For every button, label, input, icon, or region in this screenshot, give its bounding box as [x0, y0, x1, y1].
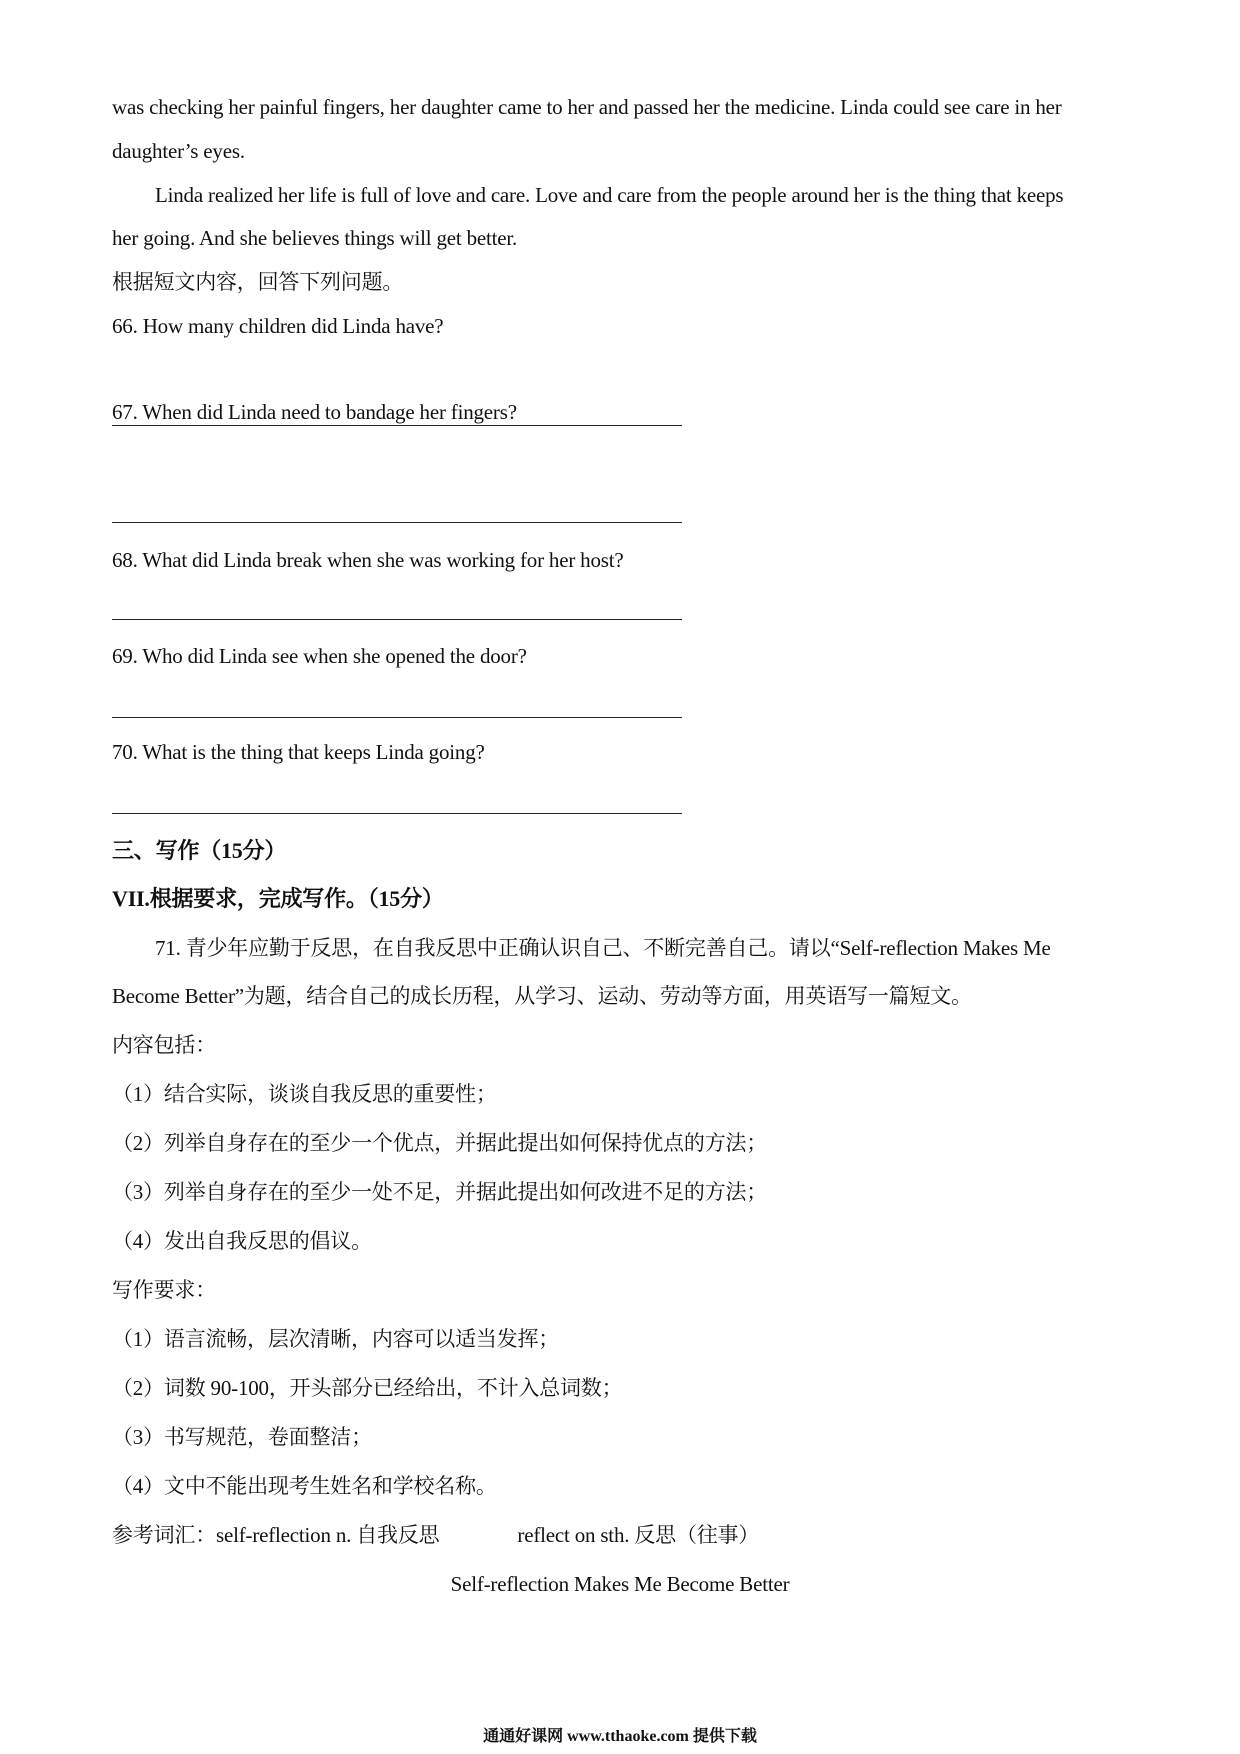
prompt-line: 71. 青少年应勤于反思，在自我反思中正确认识自己、不断完善自己。请以“Self-reflection Makes Me: [155, 936, 1051, 960]
answer-line-67[interactable]: [112, 522, 682, 523]
question-67: 67. When did Linda need to bandage her fingers?: [112, 400, 517, 424]
question-69: 69. Who did Linda see when she opened the door?: [112, 644, 527, 668]
question-66: 66. How many children did Linda have?: [112, 314, 444, 338]
requirement-item: （4）文中不能出现考生姓名和学校名称。: [112, 1474, 497, 1498]
section-subtitle: VII.根据要求，完成写作。（15分）: [112, 886, 444, 911]
question-70: 70. What is the thing that keeps Linda going?: [112, 740, 485, 764]
content-item: （3）列举自身存在的至少一处不足，并据此提出如何改进不足的方法；: [112, 1180, 768, 1204]
vocab-label: 参考词汇：: [112, 1523, 216, 1547]
content-item: （2）列举自身存在的至少一个优点，并据此提出如何保持优点的方法；: [112, 1131, 768, 1155]
content-item: （1）结合实际，谈谈自我反思的重要性；: [112, 1082, 497, 1106]
answer-line-69[interactable]: [112, 717, 682, 718]
requirements-label: 写作要求：: [112, 1278, 216, 1302]
prompt-line: Become Better”为题，结合自己的成长历程，从学习、运动、劳动等方面，用英语写一篇短文。: [112, 984, 972, 1008]
requirement-item: （3）书写规范，卷面整洁；: [112, 1425, 372, 1449]
requirement-item: （1）语言流畅，层次清晰，内容可以适当发挥；: [112, 1327, 560, 1351]
question-68: 68. What did Linda break when she was working for her host?: [112, 548, 624, 572]
answer-line-68[interactable]: [112, 619, 682, 620]
content-item: （4）发出自我反思的倡议。: [112, 1229, 372, 1253]
passage-line: was checking her painful fingers, her daughter came to her and passed her the medicine. Linda could see care in her: [112, 95, 1062, 119]
vocab-term: reflect on sth. 反思（往事）: [517, 1523, 760, 1547]
content-label: 内容包括：: [112, 1033, 216, 1057]
passage-line: her going. And she believes things will get better.: [112, 226, 518, 250]
essay-title: Self-reflection Makes Me Become Better: [450, 1572, 790, 1596]
vocab-line: [112, 1520, 1132, 1550]
passage-line: daughter’s eyes.: [112, 139, 245, 163]
section-title: 三、写作（15分）: [112, 838, 287, 863]
vocab-term: self-reflection n. 自我反思: [216, 1523, 440, 1547]
answer-line-70[interactable]: [112, 813, 682, 814]
requirement-item: （2）词数 90-100，开头部分已经给出，不计入总词数；: [112, 1376, 623, 1400]
page-footer: 通通好课网 www.tthaoke.com 提供下载: [483, 1728, 757, 1745]
passage-line: Linda realized her life is full of love and care. Love and care from the people around her is the thing that keeps: [155, 183, 1064, 207]
instruction: 根据短文内容，回答下列问题。: [112, 270, 404, 294]
